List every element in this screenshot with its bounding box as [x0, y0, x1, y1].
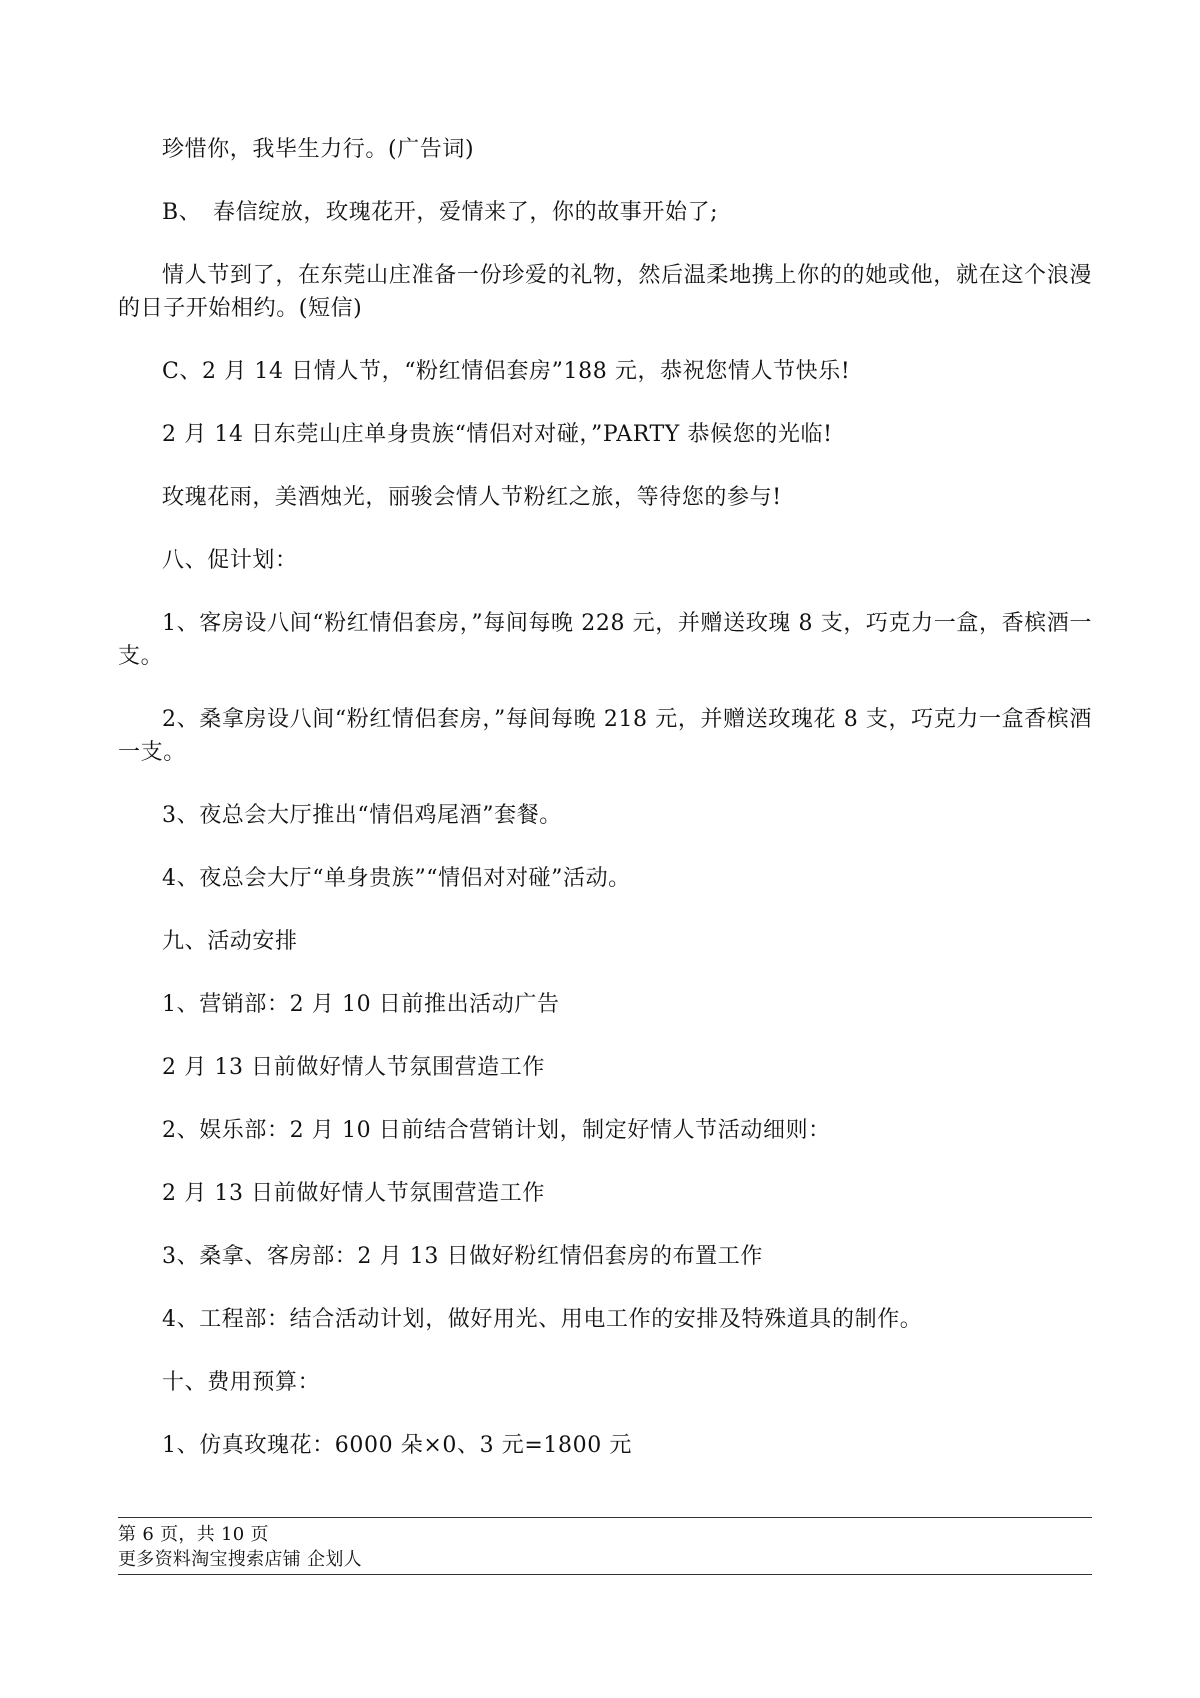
- paragraph: 4、夜总会大厅“单身贵族”“情侣对对碰”活动。: [162, 866, 631, 891]
- paragraph: 3、夜总会大厅推出“情侣鸡尾酒”套餐。: [162, 803, 562, 828]
- paragraph: 4、工程部：结合活动计划，做好用光、用电工作的安排及特殊道具的制作。: [162, 1307, 923, 1332]
- footer-divider: [118, 1517, 1092, 1518]
- section-heading: 十、费用预算：: [162, 1370, 321, 1395]
- section-heading: 八、促计划：: [162, 548, 298, 573]
- paragraph: 1、营销部：2 月 10 日前推出活动广告: [162, 992, 560, 1017]
- section-heading: 九、活动安排: [162, 929, 298, 954]
- paragraph: 2 月 13 日前做好情人节氛围营造工作: [162, 1055, 545, 1080]
- page-number: 第 6 页，共 10 页: [118, 1524, 269, 1545]
- paragraph: 玫瑰花雨，美酒烛光，丽骏会情人节粉红之旅，等待您的参与!: [162, 485, 782, 510]
- paragraph: C、2 月 14 日情人节，“粉红情侣套房”188 元，恭祝您情人节快乐!: [162, 359, 851, 384]
- paragraph: 珍惜你，我毕生力行。(广告词): [162, 137, 475, 162]
- paragraph: 1、仿真玫瑰花：6000 朵×0、3 元=1800 元: [162, 1433, 633, 1458]
- document-body: [118, 133, 1092, 1492]
- paragraph: 2 月 14 日东莞山庄单身贵族“情侣对对碰，”PARTY 恭候您的光临!: [162, 422, 833, 447]
- paragraph: 情人节到了，在东莞山庄准备一份珍爱的礼物，然后温柔地携上你的的她或他，就在这个浪漫的日子开始相约。(短信): [118, 263, 1092, 321]
- paragraph: 2 月 13 日前做好情人节氛围营造工作: [162, 1181, 545, 1206]
- page-footer: [118, 1517, 1092, 1575]
- footer-note: 更多资料淘宝搜索店铺 企划人: [118, 1549, 362, 1570]
- paragraph: 1、客房设八间“粉红情侣套房，”每间每晚 228 元，并赠送玫瑰 8 支，巧克力一盒，香槟酒一支。: [118, 611, 1092, 669]
- paragraph: 3、桑拿、客房部：2 月 13 日做好粉红情侣套房的布置工作: [162, 1244, 763, 1269]
- footer-divider: [118, 1574, 1092, 1575]
- paragraph: 2、娱乐部：2 月 10 日前结合营销计划，制定好情人节活动细则：: [162, 1118, 831, 1143]
- paragraph: 2、桑拿房设八间“粉红情侣套房，”每间每晚 218 元，并赠送玫瑰花 8 支，巧克力一盒香槟酒一支。: [118, 707, 1092, 765]
- paragraph: B、 春信绽放，玫瑰花开，爱情来了，你的故事开始了;: [162, 200, 719, 225]
